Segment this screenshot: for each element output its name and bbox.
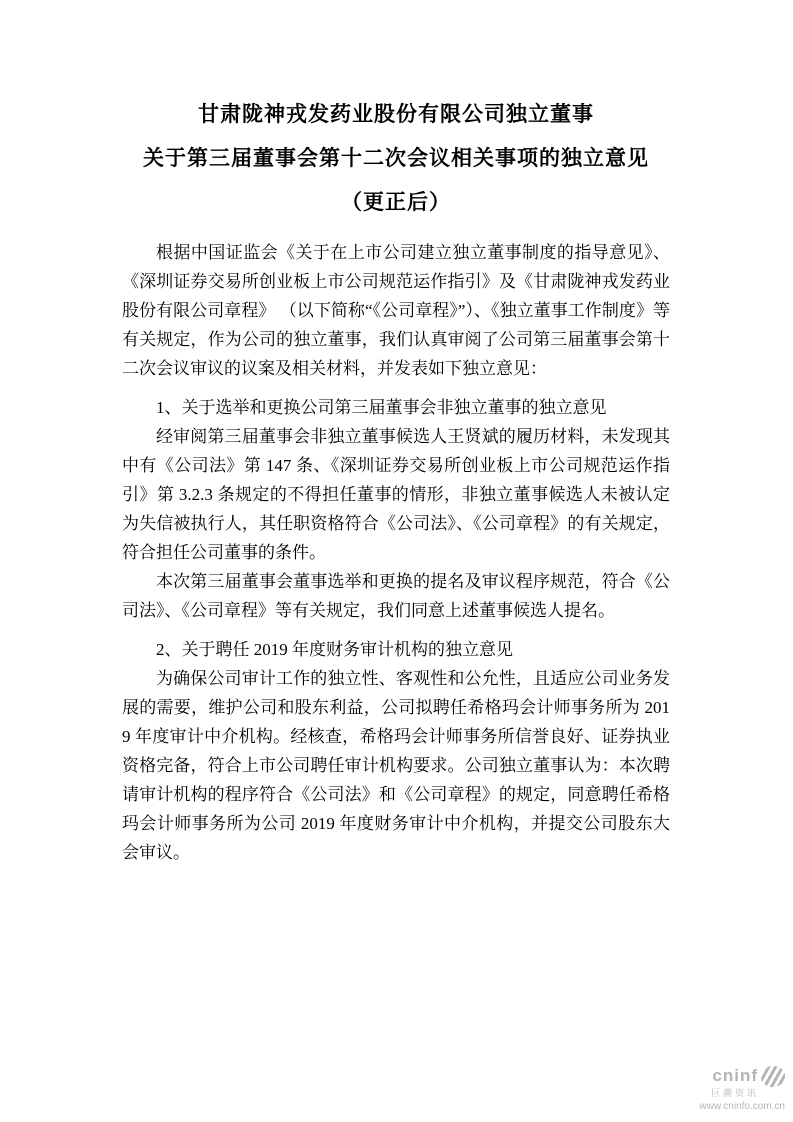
- title-line-2: 关于第三届董事会第十二次会议相关事项的独立意见: [143, 146, 649, 170]
- title-line-1: 甘肃陇神戎发药业股份有限公司独立董事: [198, 102, 594, 126]
- section1-paragraph-2: 本次第三届董事会董事选举和更换的提名及审议程序规范，符合《公司法》、《公司章程》等有关规定，我们同意上述董事候选人提名。: [122, 572, 670, 620]
- cninfo-caption: 巨潮资讯: [710, 1088, 759, 1099]
- cninfo-watermark: [699, 1066, 785, 1112]
- section2-paragraph-1: 为确保公司审计工作的独立性、客观性和公允性，且适应公司业务发展的需要，维护公司和股东利益，公司拟聘任希格玛会计师事务所为 2019 年度审计中介机构。经核查，希格玛会计师事务所信誉良好、证券执业资格完备，符合上市公司聘任审计机构要求。公司独立董事认为：本次聘请审计机构的程序符合《公司法》和《公司章程》的规定，同意聘任希格玛会计师事务所为公司 2019 年度财务审计中介机构，并提交公司股东大会审议。: [122, 669, 670, 862]
- title-line-3: （更正后）: [341, 190, 451, 214]
- document-title: [122, 92, 670, 224]
- section1-paragraph-1: 经审阅第三届董事会非独立董事候选人王贤斌的履历材料，未发现其中有《公司法》第 147 条、《深圳证券交易所创业板上市公司规范运作指引》第 3.2.3 条规定的不得担任董事的情形，非独立董事候选人未被认定为失信被执行人，其任职资格符合《公司法》、《公司章程》的有关规定，符合担任公司董事的条件。: [122, 427, 670, 562]
- cninfo-logo-icon: [760, 1065, 786, 1088]
- document-body: [122, 238, 670, 867]
- section-heading-2: 2、关于聘任 2019 年度财务审计机构的独立意见: [156, 640, 513, 659]
- cninfo-brand-text: cninf: [712, 1066, 758, 1086]
- cninfo-logo: [699, 1066, 785, 1087]
- section-heading-1: 1、关于选举和更换公司第三届董事会非独立董事的独立意见: [156, 398, 607, 417]
- intro-paragraph: 根据中国证监会《关于在上市公司建立独立董事制度的指导意见》、《深圳证券交易所创业板上市公司规范运作指引》及《甘肃陇神戎发药业股份有限公司章程》 （以下简称“《公司章程》”）、《独立董事工作制度》等有关规定，作为公司的独立董事，我们认真审阅了公司第三届董事会第十二次会议审议的议案及相关材料，并发表如下独立意见：: [122, 243, 670, 378]
- cninfo-url: www.cninfo.com.cn: [699, 1101, 785, 1112]
